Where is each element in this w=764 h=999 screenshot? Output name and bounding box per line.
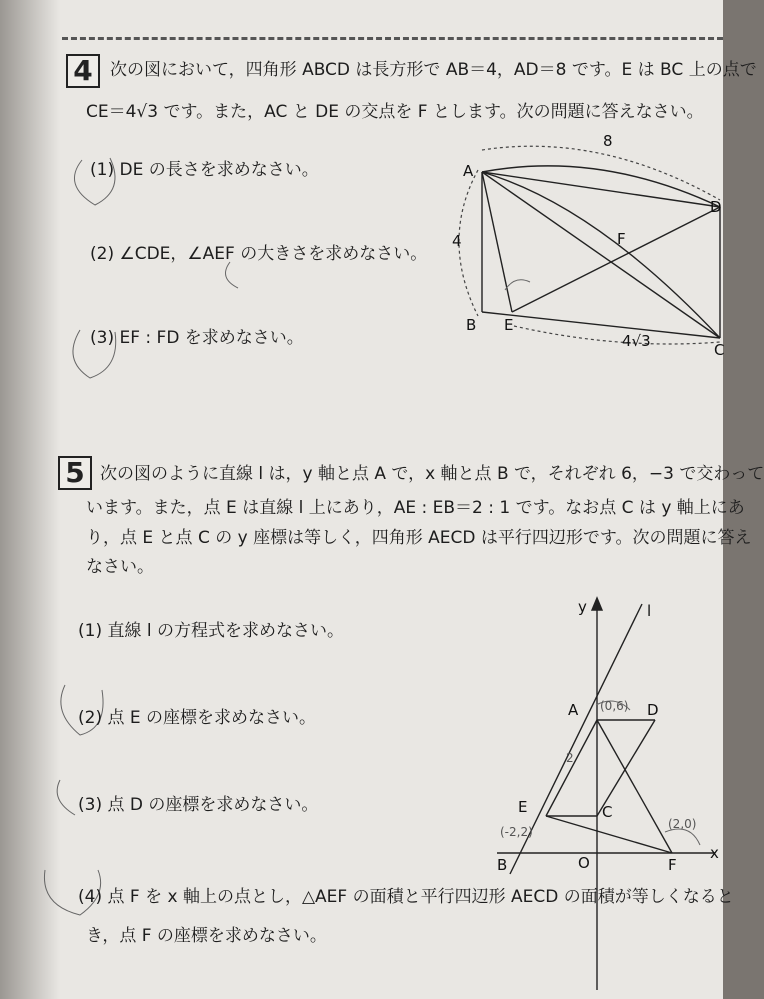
fig5-note-a-coord: (0,6)	[600, 699, 629, 713]
fig4-label-e: E	[504, 316, 514, 334]
fig5-y-axis-label: y	[578, 598, 587, 616]
problem-4-question-3: (3) EF : FD を求めなさい。	[90, 328, 304, 348]
fig4-label-b: B	[466, 316, 477, 334]
problem-5-intro-line1: 次の図のように直線 l は，y 軸と点 A で，x 軸と点 B で，それぞれ 6，−3 で交わって	[100, 464, 764, 484]
fig5-x-axis-label: x	[710, 844, 719, 862]
problem-5-question-1: (1) 直線 l の方程式を求めなさい。	[78, 621, 345, 641]
problem-5-intro-line3: り，点 E と点 C の y 座標は等しく，四角形 AECD は平行四辺形です。次の問題に答え	[86, 528, 752, 548]
problem-5-question-4-line2: き，点 F の座標を求めなさい。	[86, 926, 327, 946]
fig4-ab-length: 4	[452, 232, 462, 250]
fig5-note-e-coord: (-2,2)	[500, 825, 533, 839]
fig4-ad-length: 8	[603, 132, 613, 150]
problem-4-intro-line2: CE＝4√3 です。また，AC と DE の交点を F とします。次の問題に答えなさい。	[86, 102, 704, 122]
fig5-label-c: C	[602, 803, 613, 821]
problem-5-question-3: (3) 点 D の座標を求めなさい。	[78, 795, 319, 815]
fig5-label-e: E	[518, 798, 528, 816]
problem-5-question-2: (2) 点 E の座標を求めなさい。	[78, 708, 317, 728]
fig5-label-f: F	[668, 856, 677, 874]
fig5-note-f-coord: (2,0)	[668, 817, 697, 831]
fig5-note-ae: 2	[566, 751, 574, 765]
problem-4-question-1: (1) DE の長さを求めなさい。	[90, 160, 319, 180]
fig4-label-a: A	[463, 162, 474, 180]
fig4-label-f: F	[617, 230, 626, 248]
problem-5-number: 5	[58, 456, 92, 490]
problem-5-intro-line4: なさい。	[86, 557, 154, 577]
fig5-label-d: D	[647, 701, 659, 719]
problem-4-intro-line1: 次の図において，四角形 ABCD は長方形で AB＝4，AD＝8 です。E は BC 上の点で	[110, 60, 757, 80]
fig4-ce-length: 4√3	[622, 332, 651, 350]
fig5-label-a: A	[568, 701, 579, 719]
fig4-label-c: C	[714, 341, 725, 359]
fig4-label-d: D	[710, 198, 722, 216]
fig5-label-b: B	[497, 856, 508, 874]
fig5-label-o: O	[578, 854, 590, 872]
problem-5-intro-line2: います。また，点 E は直線 l 上にあり，AE : EB＝2 : 1 です。なお点 C は y 軸上にあ	[86, 498, 745, 518]
problem-4-question-2: (2) ∠CDE，∠AEF の大きさを求めなさい。	[90, 244, 428, 264]
fig5-line-l-label: l	[647, 602, 652, 620]
problem-4-number: 4	[66, 54, 100, 88]
problem-5-question-4-line1: (4) 点 F を x 軸上の点とし，△AEF の面積と平行四辺形 AECD の面積が等しくなると	[78, 887, 734, 907]
